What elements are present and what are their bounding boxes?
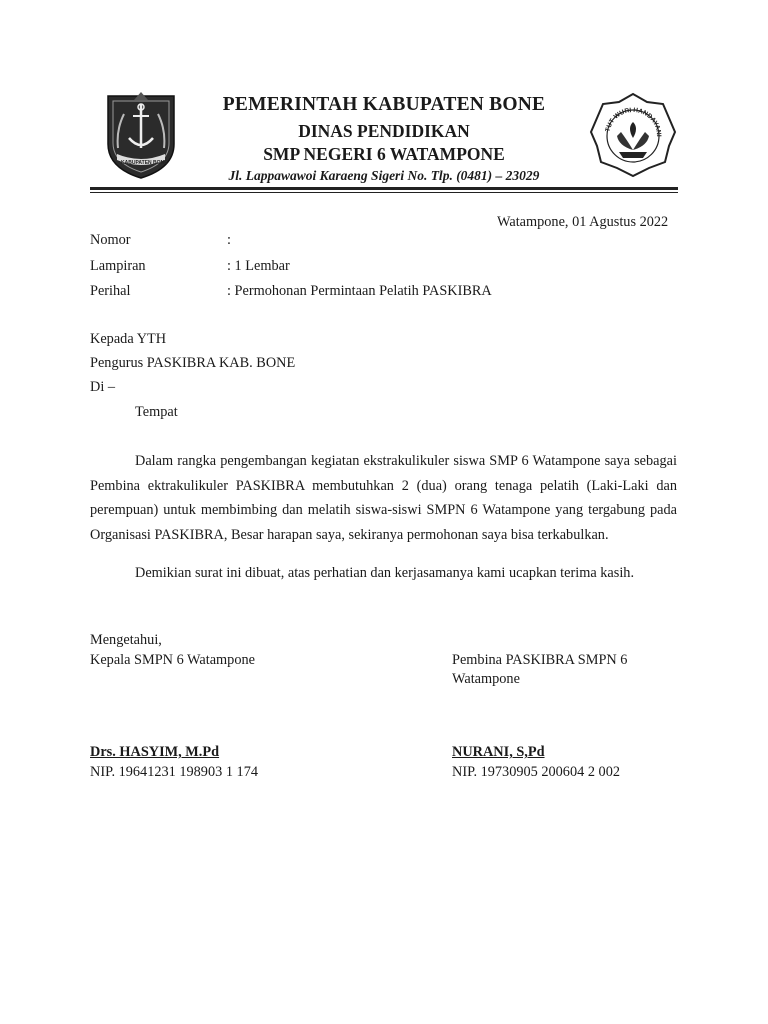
signature-right-title-line1: Pembina PASKIBRA SMPN 6 (452, 652, 628, 668)
signature-right-name: NURANI, S,Pd (452, 744, 545, 760)
meta-value-nomor: : (227, 232, 231, 248)
recipient-place: Tempat (135, 404, 178, 420)
recipient-greeting: Kepada YTH (90, 331, 167, 347)
meta-value-perihal: : Permohonan Permintaan Pelatih PASKIBRA (227, 283, 492, 299)
right-logo-text: TUT WURI HANDAYANI (604, 106, 663, 137)
letterhead-school: SMP NEGERI 6 WATAMPONE (263, 144, 505, 164)
signature-mengetahui: Mengetahui, (90, 632, 162, 648)
kabupaten-bone-emblem-icon (104, 90, 178, 180)
letterhead-divider-thick (90, 187, 678, 190)
letterhead-divider-thin (90, 192, 678, 193)
letterhead-address: Jl. Lappawawoi Karaeng Sigeri No. Tlp. (0481) – 23029 (228, 168, 540, 183)
signature-right-title-line2: Watampone (452, 671, 520, 687)
right-logo-ring-text (589, 92, 677, 178)
body-paragraph-1: Dalam rangka pengembangan kegiatan ekstrakulikuler siswa SMP 6 Watampone saya sebagai Pembina ektrakulikuler PASKIBRA membutuhkan 2 (dua) orang tenaga pelatih (Laki-Laki dan perempuan) untuk membimbing dan melatih siswa-siswi SMPN 6 Watampone yang tergabung pada Organisasi PASKIBRA, Besar harapan saya, sekiranya permohonan saya bisa terkabulkan. (90, 453, 677, 543)
meta-value-lampiran: : 1 Lembar (227, 258, 290, 274)
recipient-name: Pengurus PASKIBRA KAB. BONE (90, 355, 296, 371)
svg-text:TUT WURI HANDAYANI (604, 107, 662, 137)
meta-label-nomor: Nomor (90, 232, 131, 248)
signature-left-nip: NIP. 19641231 198903 1 174 (90, 764, 258, 780)
letterhead-government: PEMERINTAH KABUPATEN BONE (222, 94, 546, 115)
body-paragraph-2: Demikian surat ini dibuat, atas perhatian dan kerjasamanya kami ucapkan terima kasih. (135, 565, 635, 581)
left-logo-text: KABUPATEN BONE (121, 160, 168, 166)
signature-left-name: Drs. HASYIM, M.Pd (90, 744, 220, 760)
meta-label-perihal: Perihal (90, 283, 131, 299)
letterhead-department: DINAS PENDIDIKAN (298, 121, 470, 141)
meta-label-lampiran: Lampiran (90, 258, 146, 274)
signature-left-title: Kepala SMPN 6 Watampone (90, 652, 255, 668)
recipient-di: Di – (90, 379, 116, 395)
letter-date: Watampone, 01 Agustus 2022 (497, 214, 669, 230)
signature-right-nip: NIP. 19730905 200604 2 002 (452, 764, 620, 780)
